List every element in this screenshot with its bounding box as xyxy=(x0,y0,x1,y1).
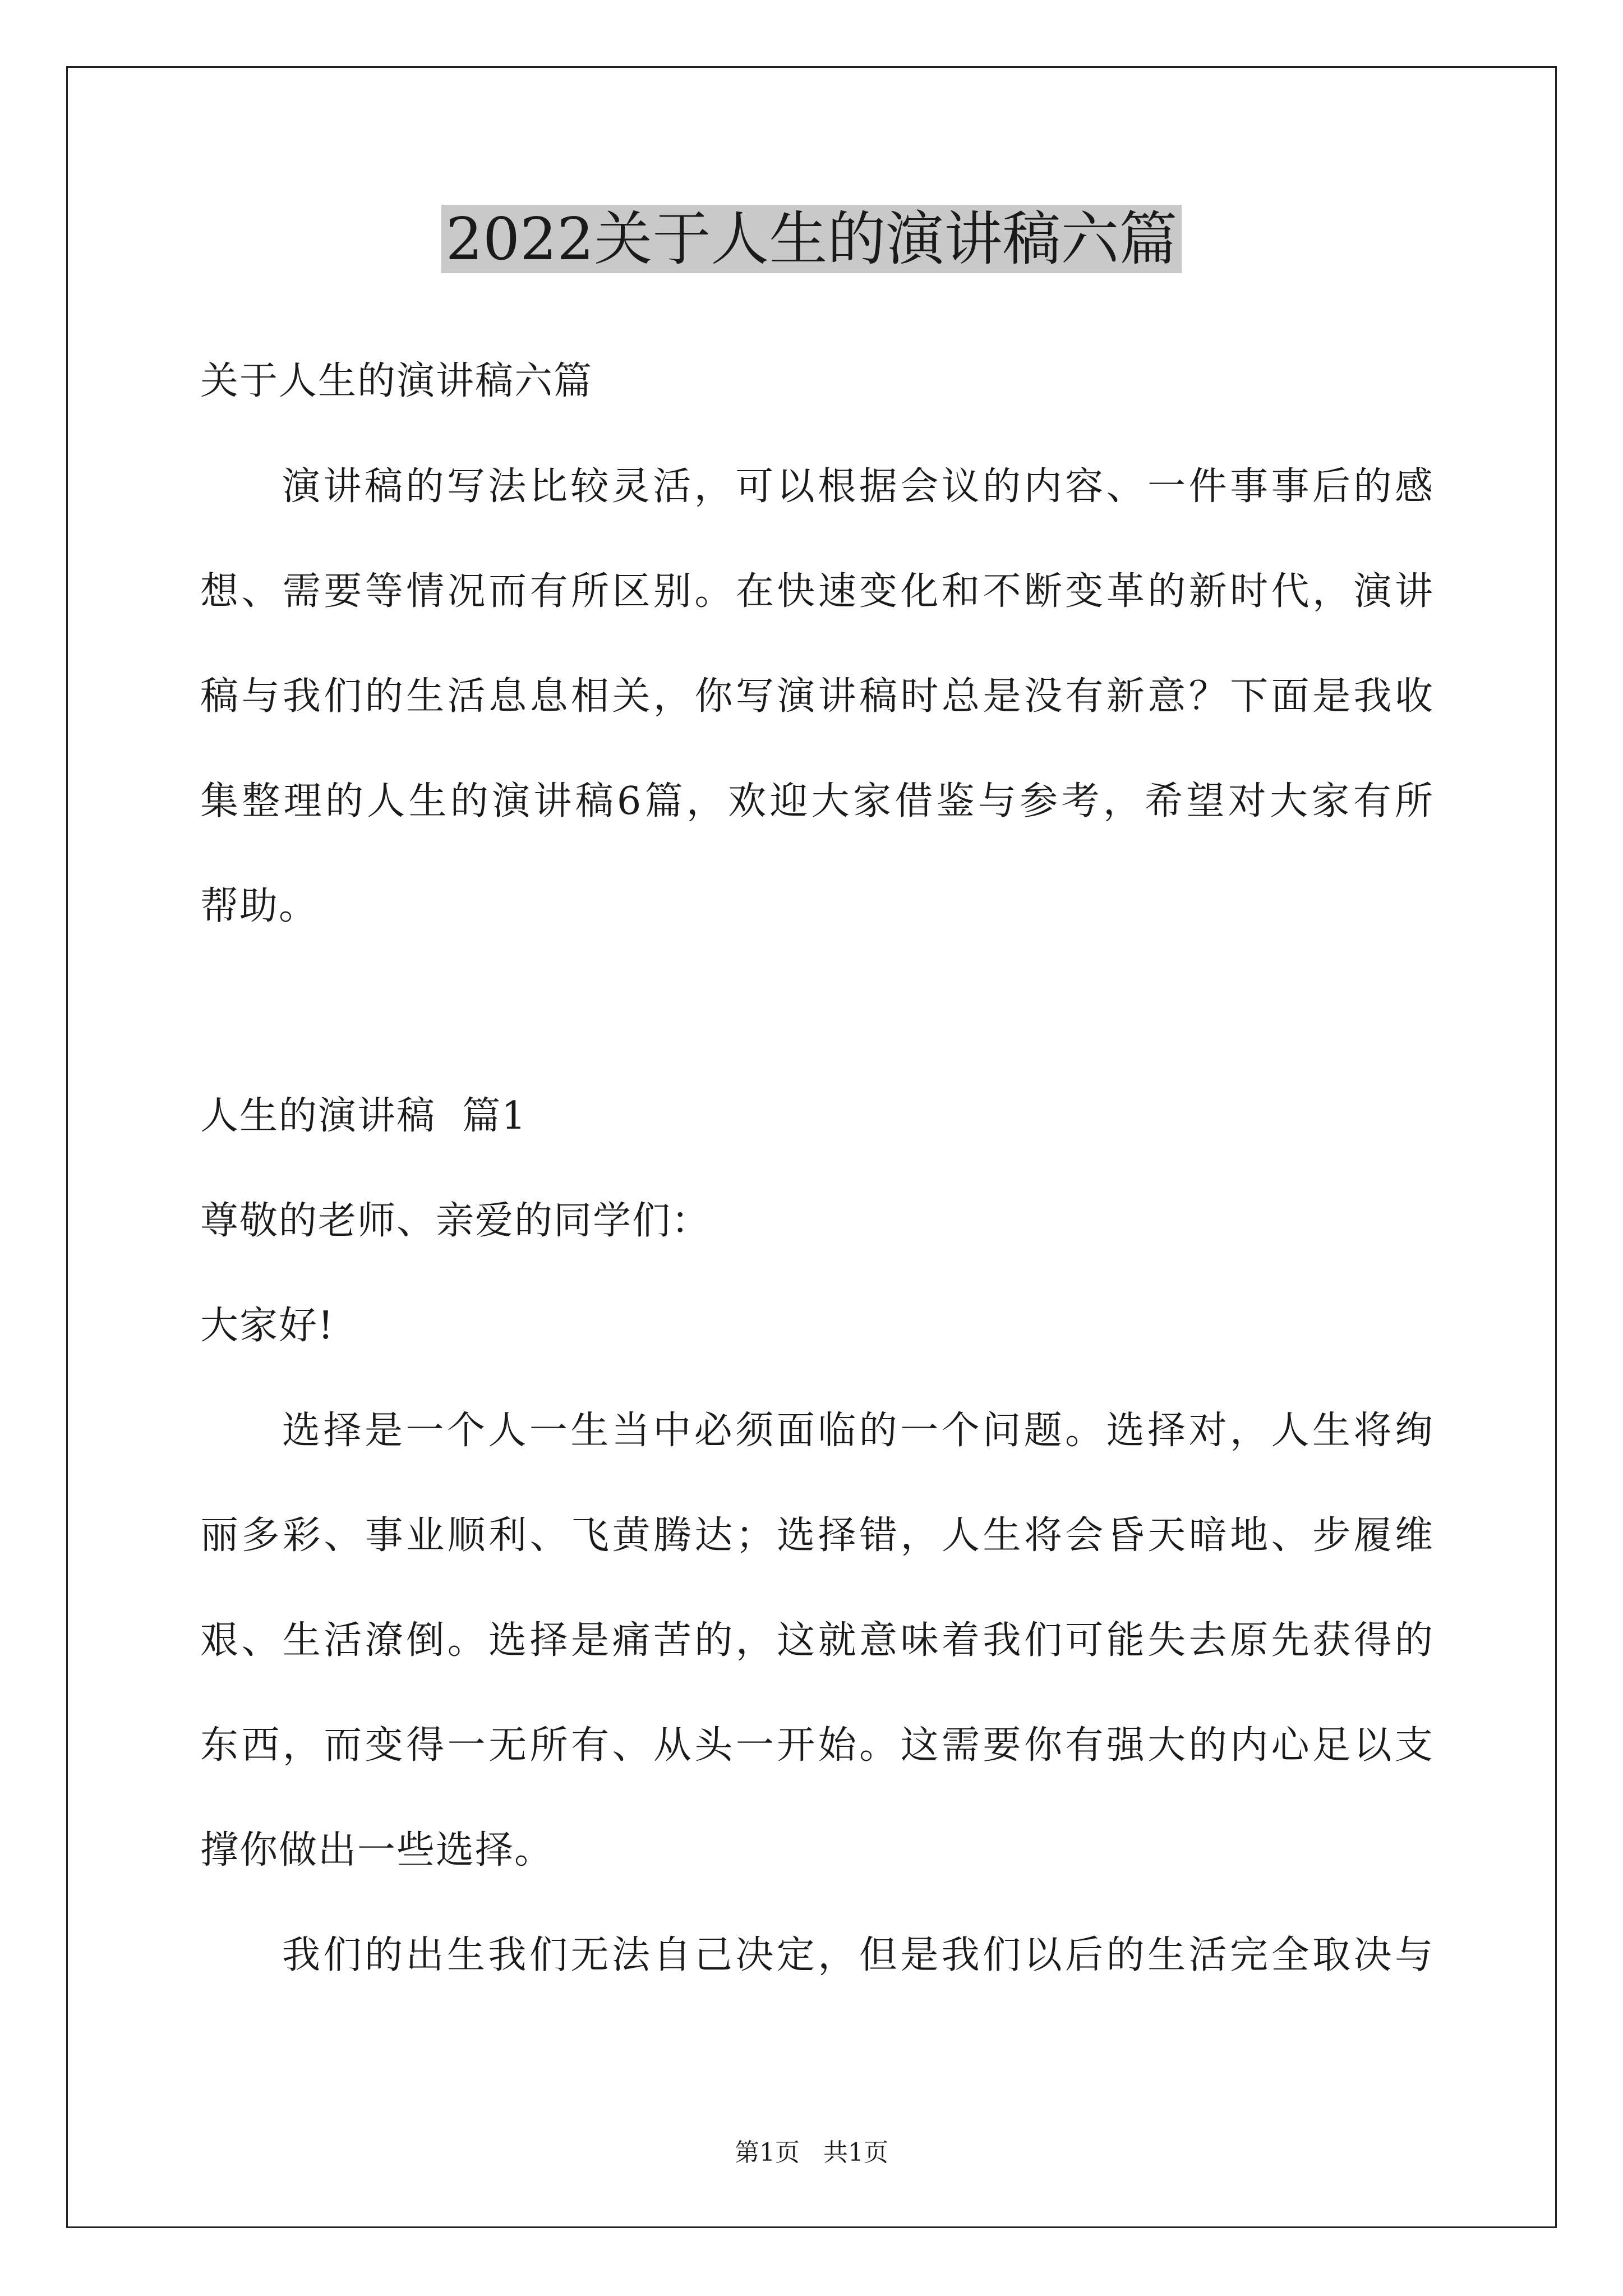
intro-line-3: 稿与我们的生活息息相关，你写演讲稿时总是没有新意？下面是我收 xyxy=(200,674,1434,719)
para1-line-2: 丽多彩、事业顺利、飞黄腾达；选择错，人生将会昏天暗地、步履维 xyxy=(200,1513,1434,1558)
document-title-text: 2022关于人生的演讲稿六篇 xyxy=(441,205,1182,273)
document-subtitle: 关于人生的演讲稿六篇 xyxy=(200,359,593,403)
para1-line-4: 东西，而变得一无所有、从头一开始。这需要你有强大的内心足以支 xyxy=(200,1723,1434,1768)
para1-line-3: 艰、生活潦倒。选择是痛苦的，这就意味着我们可能失去原先获得的 xyxy=(200,1618,1434,1663)
document-title xyxy=(0,202,1623,276)
intro-line-1: 演讲稿的写法比较灵活，可以根据会议的内容、一件事事后的感 xyxy=(282,464,1434,509)
page-total: 共1页 xyxy=(823,2138,888,2167)
para2-line-1: 我们的出生我们无法自己决定，但是我们以后的生活完全取决与 xyxy=(282,1933,1434,1977)
intro-line-2: 想、需要等情况而有所区别。在快速变化和不断变革的新时代，演讲 xyxy=(200,569,1434,614)
para1-line-5: 撑你做出一些选择。 xyxy=(200,1828,554,1872)
para1-line-1: 选择是一个人一生当中必须面临的一个问题。选择对，人生将绚 xyxy=(282,1409,1434,1453)
section-heading: 人生的演讲稿 篇1 xyxy=(200,1094,527,1138)
greeting: 大家好! xyxy=(200,1304,335,1348)
page-number: 第1页 xyxy=(735,2138,800,2167)
intro-line-4: 集整理的人生的演讲稿6篇，欢迎大家借鉴与参考，希望对大家有所 xyxy=(200,779,1434,823)
intro-line-5: 帮助。 xyxy=(200,884,319,928)
salutation: 尊敬的老师、亲爱的同学们： xyxy=(200,1199,711,1243)
page-footer xyxy=(0,2137,1623,2169)
